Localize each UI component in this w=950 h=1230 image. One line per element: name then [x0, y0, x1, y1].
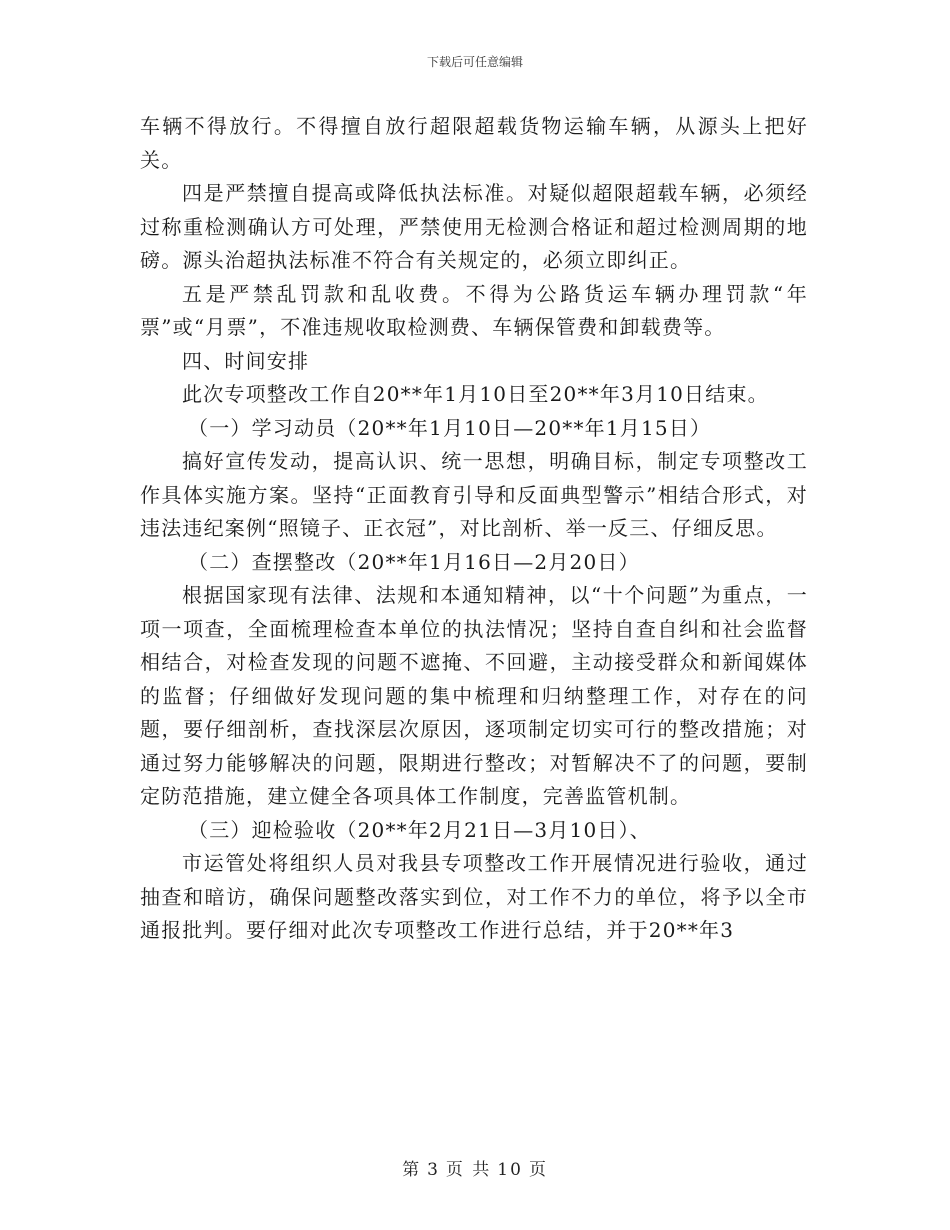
paragraph: 车辆不得放行。不得擅自放行超限超载货物运输车辆，从源头上把好关。	[140, 114, 808, 172]
paragraph: 市运管处将组织人员对我县专项整改工作开展情况进行验收，通过抽查和暗访，确保问题整改落实到位，对工作不力的单位，将予以全市通报批判。要仔细对此次专项整改工作进行总结，并于20**年3	[140, 851, 808, 942]
footer-middle: 页 共	[445, 1160, 492, 1180]
subsection-heading: （三）迎检验收（20**年2月21日—3月10日）、	[188, 817, 651, 842]
total-pages-number: 10	[497, 1160, 523, 1180]
footer-prefix: 第	[402, 1160, 422, 1180]
document-body	[140, 110, 808, 948]
subsection-heading: （二）查摆整改（20**年1月16日—2月20日）	[188, 549, 640, 574]
header-note: 下载后可任意编辑	[426, 55, 523, 69]
subsection-heading: （一）学习动员（20**年1月10日—20**年1月15日）	[188, 415, 712, 440]
section-heading: 四、时间安排	[182, 348, 310, 373]
paragraph: 根据国家现有法律、法规和本通知精神，以“十个问题”为重点，一项一项查，全面梳理检查本单位的执法情况；坚持自查自纠和社会监督相结合，对检查发现的问题不遮掩、不回避，主动接受群众和新闻媒体的监督；仔细做好发现问题的集中梳理和归纳整理工作，对存在的问题，要仔细剖析，查找深层次原因，逐项制定切实可行的整改措施；对通过努力能够解决的问题，限期进行整改；对暂解决不了的问题，要制定防范措施，建立健全各项具体工作制度，完善监管机制。	[140, 583, 808, 808]
paragraph: 五是严禁乱罚款和乱收费。不得为公路货运车辆办理罚款“年票”或“月票”，不准违规收取检测费、车辆保管费和卸载费等。	[140, 281, 808, 339]
current-page-number: 3	[427, 1160, 440, 1180]
page-footer	[0, 1155, 950, 1180]
footer-suffix: 页	[528, 1160, 548, 1180]
paragraph: 搞好宣传发动，提高认识、统一思想，明确目标，制定专项整改工作具体实施方案。坚持“正面教育引导和反面典型警示”相结合形式，对违法违纪案例“照镜子、正衣冠”，对比剖析、举一反三、仔细反思。	[140, 449, 808, 540]
paragraph: 此次专项整改工作自20**年1月10日至20**年3月10日结束。	[182, 382, 769, 406]
paragraph: 四是严禁擅自提高或降低执法标准。对疑似超限超载车辆，必须经过称重检测确认方可处理，严禁使用无检测合格证和超过检测周期的地磅。源头治超执法标准不符合有关规定的，必须立即纠正。	[140, 181, 808, 272]
